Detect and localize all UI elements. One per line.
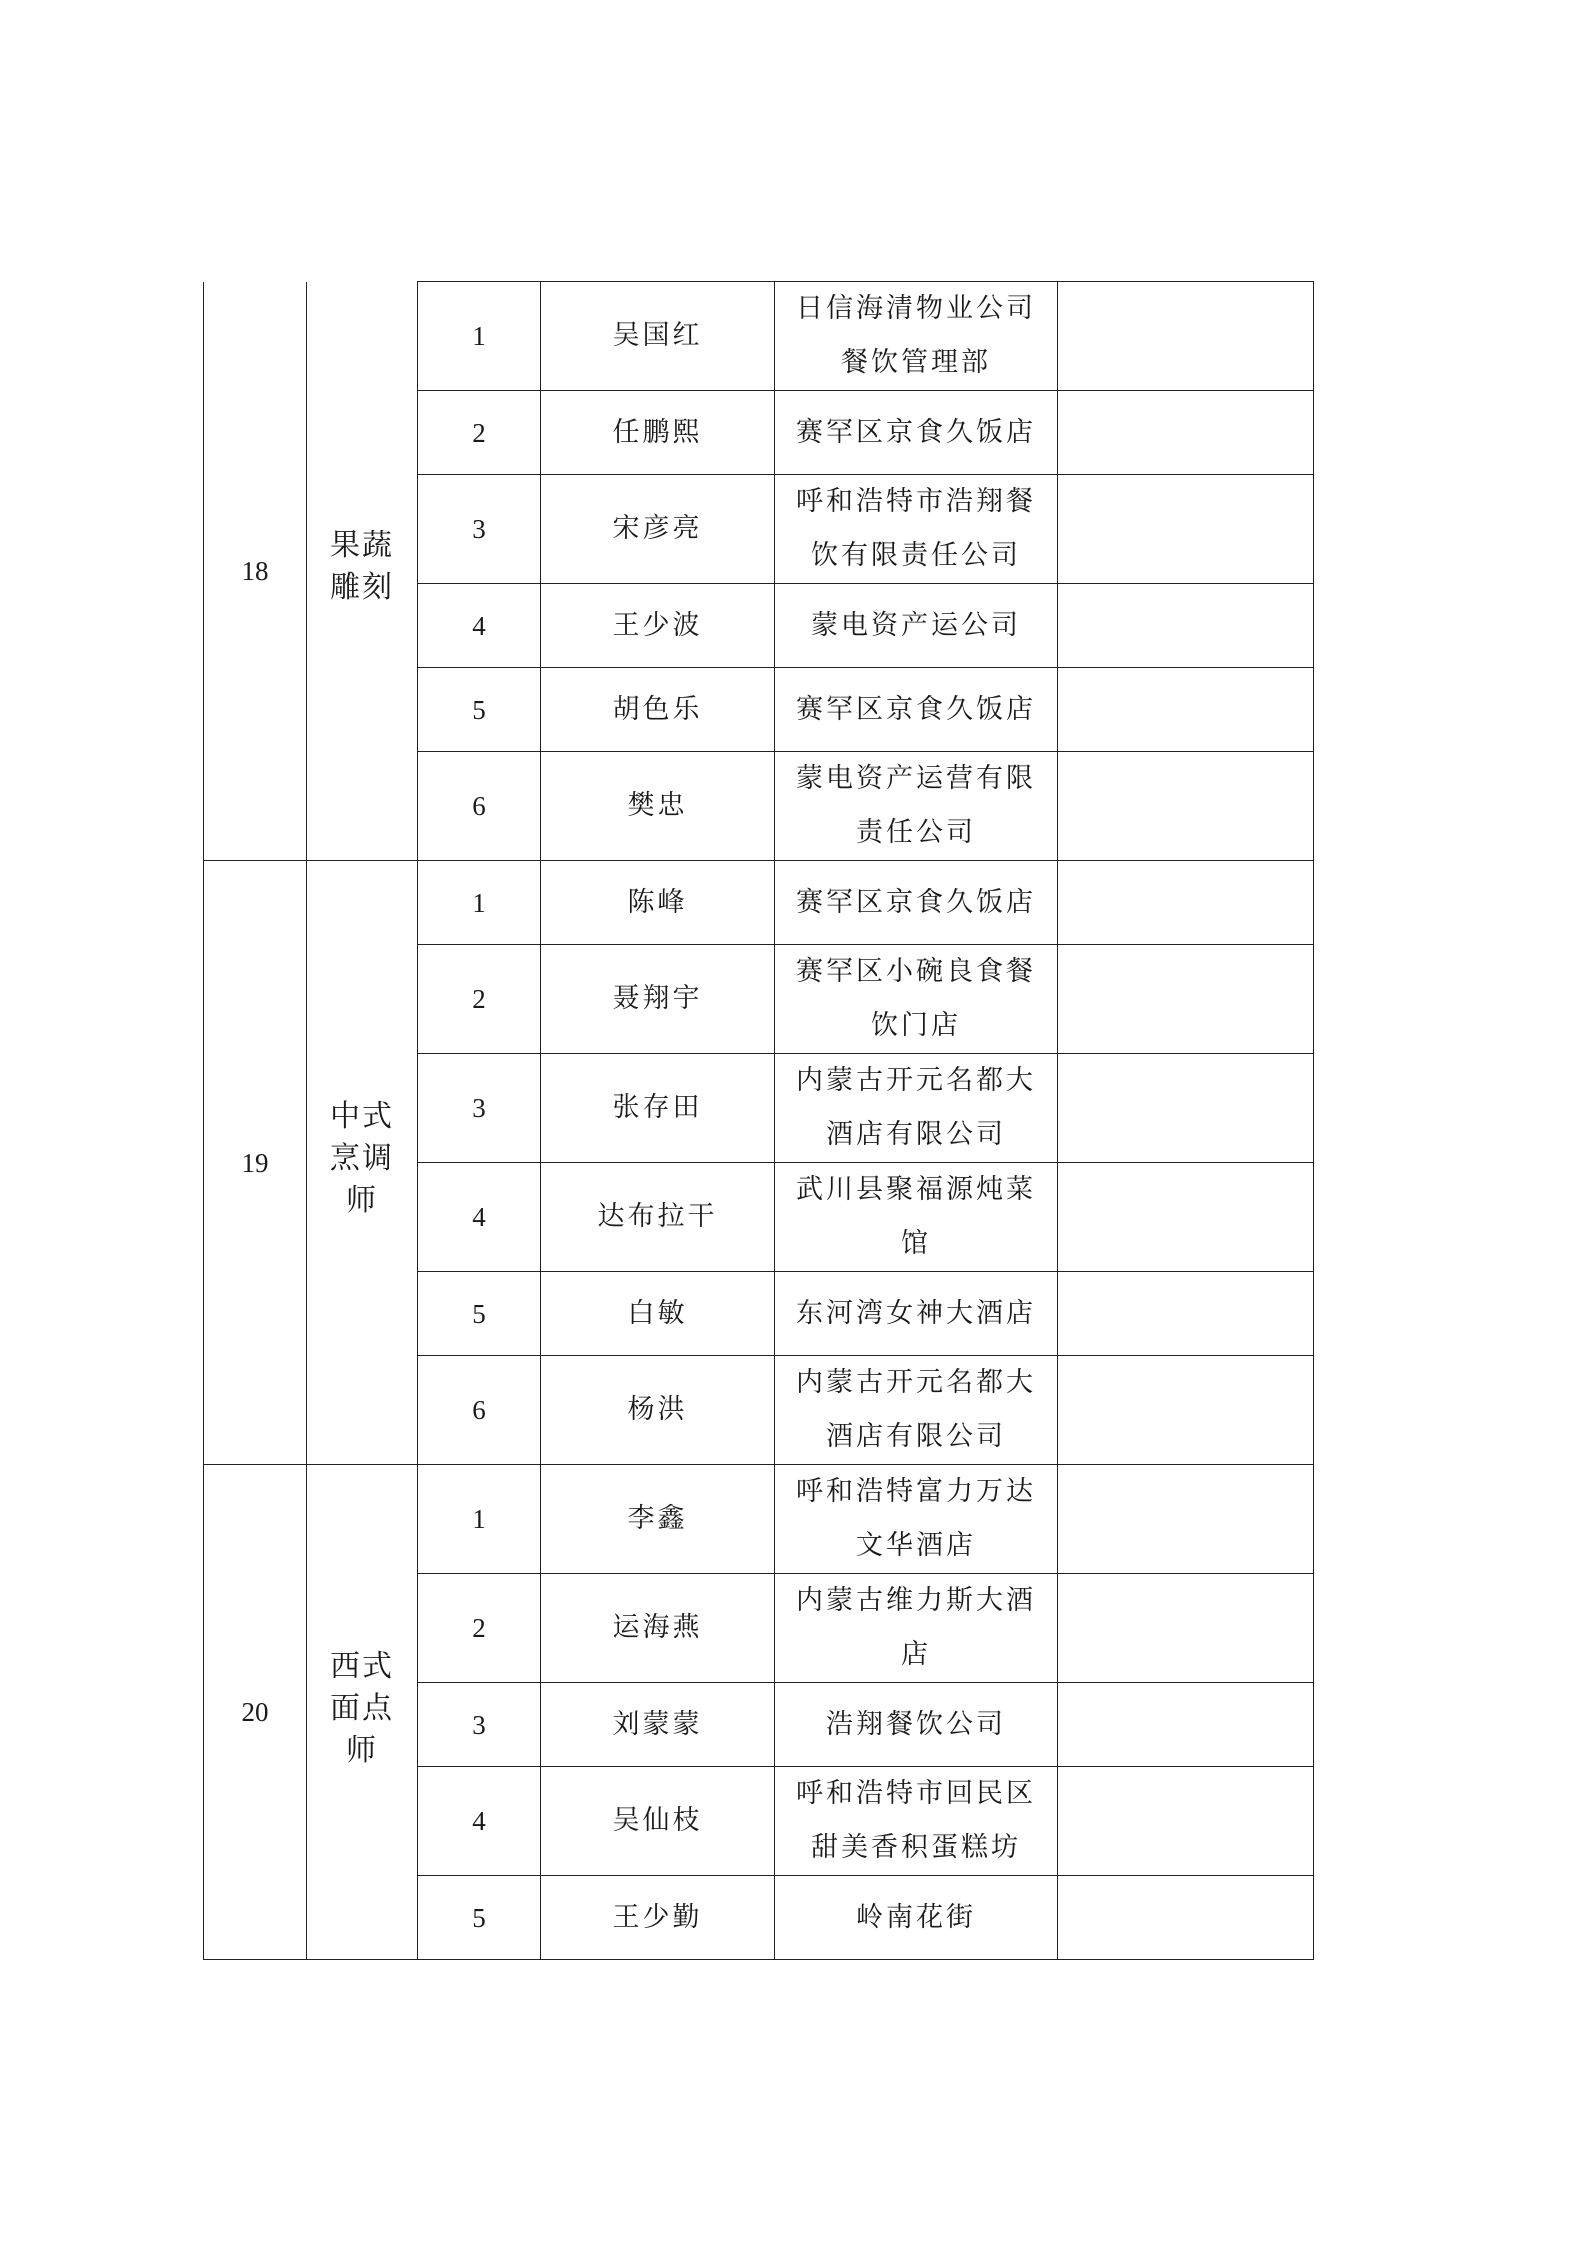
group-category-cell bbox=[307, 1465, 418, 1960]
remark-cell bbox=[1058, 584, 1314, 668]
remark-cell bbox=[1058, 282, 1314, 391]
person-name-cell: 运海燕 bbox=[541, 1574, 775, 1683]
person-name-cell: 王少勤 bbox=[541, 1876, 775, 1960]
roster-table bbox=[203, 281, 1314, 1960]
remark-cell bbox=[1058, 752, 1314, 861]
row-index-cell: 5 bbox=[418, 668, 541, 752]
person-name-cell: 樊忠 bbox=[541, 752, 775, 861]
remark-cell bbox=[1058, 1054, 1314, 1163]
person-name-cell: 陈峰 bbox=[541, 861, 775, 945]
work-unit-cell bbox=[775, 584, 1058, 668]
row-index-cell: 1 bbox=[418, 1465, 541, 1574]
work-unit-cell bbox=[775, 1356, 1058, 1465]
row-index-cell: 2 bbox=[418, 945, 541, 1054]
remark-cell bbox=[1058, 945, 1314, 1054]
row-index-cell: 2 bbox=[418, 1574, 541, 1683]
work-unit-cell bbox=[775, 1054, 1058, 1163]
person-name-cell: 王少波 bbox=[541, 584, 775, 668]
remark-cell bbox=[1058, 475, 1314, 584]
work-unit-text: 赛罕区京食久饭店 bbox=[796, 886, 1036, 918]
group-number-cell: 19 bbox=[204, 861, 307, 1465]
work-unit-text: 岭南花街 bbox=[856, 1901, 976, 1933]
work-unit-text: 呼和浩特市浩翔餐饮有限责任公司 bbox=[796, 486, 1036, 571]
work-unit-cell bbox=[775, 1163, 1058, 1272]
work-unit-text: 武川县聚福源炖菜馆 bbox=[796, 1174, 1036, 1259]
person-name-cell: 聂翔宇 bbox=[541, 945, 775, 1054]
work-unit-text: 呼和浩特市回民区甜美香积蛋糕坊 bbox=[796, 1778, 1036, 1863]
remark-cell bbox=[1058, 1683, 1314, 1767]
table-row bbox=[204, 1465, 1314, 1574]
row-index-cell: 4 bbox=[418, 584, 541, 668]
remark-cell bbox=[1058, 1876, 1314, 1960]
remark-cell bbox=[1058, 1465, 1314, 1574]
remark-cell bbox=[1058, 1767, 1314, 1876]
work-unit-text: 赛罕区京食久饭店 bbox=[796, 416, 1036, 448]
person-name-cell: 任鹏熙 bbox=[541, 391, 775, 475]
row-index-cell: 4 bbox=[418, 1767, 541, 1876]
row-index-cell: 6 bbox=[418, 752, 541, 861]
work-unit-cell bbox=[775, 1876, 1058, 1960]
group-category-label: 中式烹调师 bbox=[330, 1099, 394, 1218]
table-row bbox=[204, 282, 1314, 391]
person-name-cell: 李鑫 bbox=[541, 1465, 775, 1574]
work-unit-text: 蒙电资产运公司 bbox=[811, 609, 1021, 641]
work-unit-text: 呼和浩特富力万达文华酒店 bbox=[796, 1476, 1036, 1561]
row-index-cell: 3 bbox=[418, 1683, 541, 1767]
group-category-label: 果蔬雕刻 bbox=[330, 528, 394, 606]
remark-cell bbox=[1058, 391, 1314, 475]
table-row bbox=[204, 861, 1314, 945]
remark-cell bbox=[1058, 1272, 1314, 1356]
work-unit-text: 内蒙古开元名都大酒店有限公司 bbox=[796, 1367, 1036, 1452]
work-unit-cell bbox=[775, 1767, 1058, 1876]
work-unit-cell bbox=[775, 1272, 1058, 1356]
work-unit-cell bbox=[775, 391, 1058, 475]
person-name-cell: 胡色乐 bbox=[541, 668, 775, 752]
person-name-cell: 宋彦亮 bbox=[541, 475, 775, 584]
work-unit-cell bbox=[775, 1465, 1058, 1574]
group-category-cell bbox=[307, 861, 418, 1465]
person-name-cell: 达布拉干 bbox=[541, 1163, 775, 1272]
work-unit-cell bbox=[775, 475, 1058, 584]
work-unit-text: 蒙电资产运营有限责任公司 bbox=[796, 763, 1036, 848]
remark-cell bbox=[1058, 668, 1314, 752]
row-index-cell: 5 bbox=[418, 1876, 541, 1960]
row-index-cell: 3 bbox=[418, 1054, 541, 1163]
row-index-cell: 2 bbox=[418, 391, 541, 475]
work-unit-cell bbox=[775, 1574, 1058, 1683]
row-index-cell: 1 bbox=[418, 861, 541, 945]
work-unit-text: 东河湾女神大酒店 bbox=[796, 1297, 1036, 1329]
remark-cell bbox=[1058, 861, 1314, 945]
person-name-cell: 白敏 bbox=[541, 1272, 775, 1356]
row-index-cell: 5 bbox=[418, 1272, 541, 1356]
row-index-cell: 1 bbox=[418, 282, 541, 391]
group-category-cell bbox=[307, 282, 418, 861]
work-unit-cell bbox=[775, 945, 1058, 1054]
person-name-cell: 张存田 bbox=[541, 1054, 775, 1163]
row-index-cell: 4 bbox=[418, 1163, 541, 1272]
group-number-cell: 18 bbox=[204, 282, 307, 861]
group-category-label: 西式面点师 bbox=[330, 1648, 394, 1768]
row-index-cell: 3 bbox=[418, 475, 541, 584]
row-index-cell: 6 bbox=[418, 1356, 541, 1465]
work-unit-text: 内蒙古维力斯大酒店 bbox=[796, 1585, 1036, 1670]
work-unit-text: 浩翔餐饮公司 bbox=[826, 1708, 1006, 1740]
work-unit-text: 日信海清物业公司餐饮管理部 bbox=[796, 293, 1036, 378]
person-name-cell: 吴国红 bbox=[541, 282, 775, 391]
work-unit-text: 赛罕区京食久饭店 bbox=[796, 693, 1036, 725]
work-unit-cell bbox=[775, 668, 1058, 752]
work-unit-text: 内蒙古开元名都大酒店有限公司 bbox=[796, 1065, 1036, 1150]
remark-cell bbox=[1058, 1163, 1314, 1272]
remark-cell bbox=[1058, 1356, 1314, 1465]
work-unit-cell bbox=[775, 752, 1058, 861]
group-number-cell: 20 bbox=[204, 1465, 307, 1960]
remark-cell bbox=[1058, 1574, 1314, 1683]
person-name-cell: 刘蒙蒙 bbox=[541, 1683, 775, 1767]
work-unit-cell bbox=[775, 861, 1058, 945]
person-name-cell: 杨洪 bbox=[541, 1356, 775, 1465]
work-unit-cell bbox=[775, 1683, 1058, 1767]
work-unit-cell bbox=[775, 282, 1058, 391]
work-unit-text: 赛罕区小碗良食餐饮门店 bbox=[796, 956, 1036, 1041]
person-name-cell: 吴仙枝 bbox=[541, 1767, 775, 1876]
